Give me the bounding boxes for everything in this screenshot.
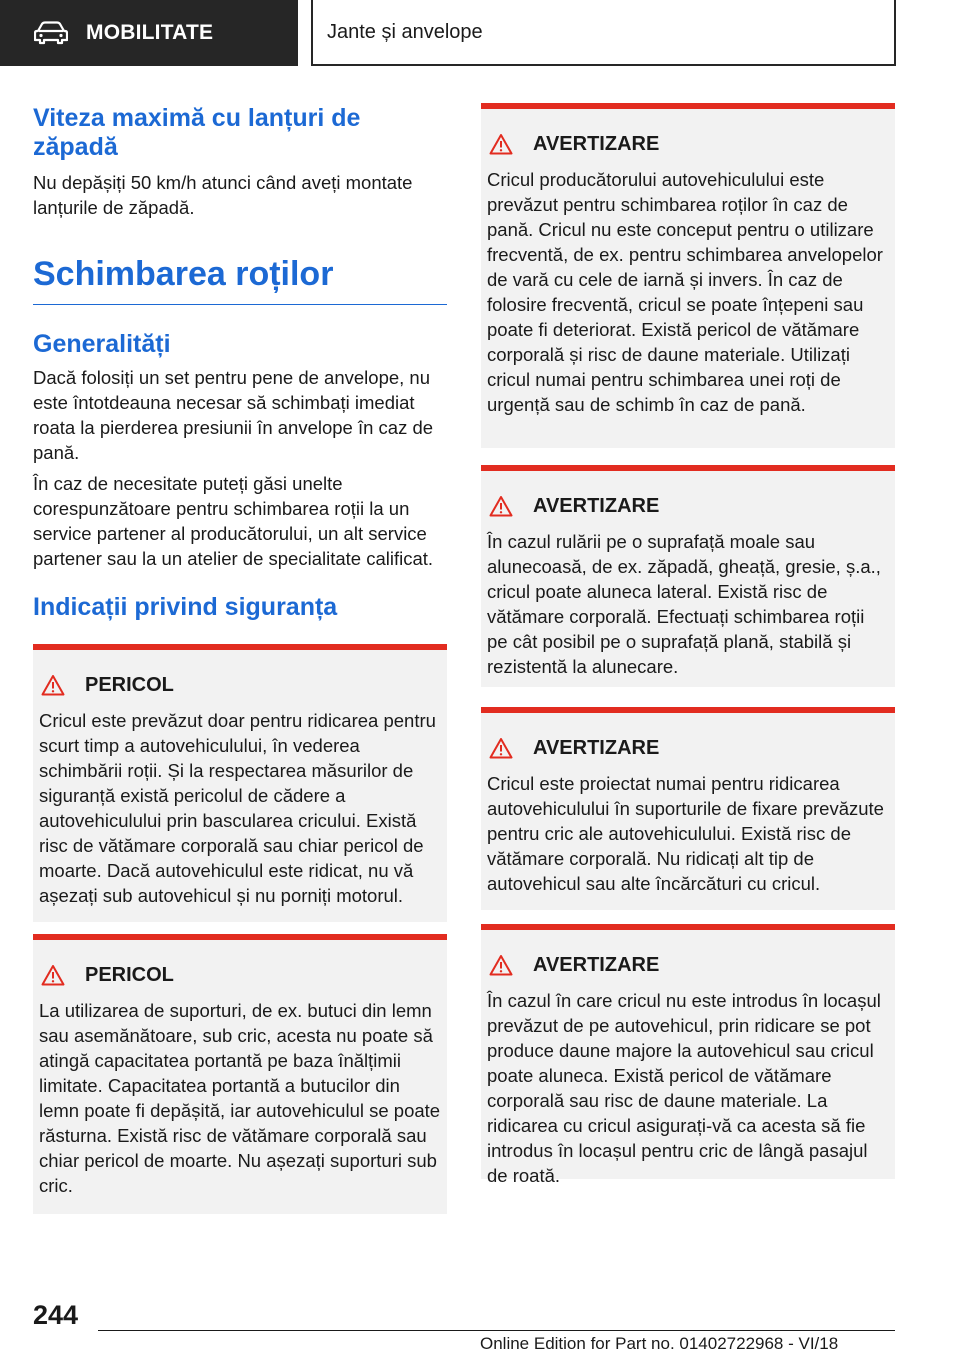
safety-heading: Indicații privind siguranța: [33, 593, 338, 621]
warning-text: Cricul producătorului autovehiculului este prevăzut pentru schimbarea roților în caz de pană. Cricul nu este conceput pentru o utilizare frecventă, de ex. pentru schimbarea anvelopelor de vară cu cele de iarnă și invers. În caz de folosire frecventă, cricul se poate înțepeni sau poate fi deteriorat. Există pericol de vătămare corporală și risc de daune materiale. Utilizați cricul numai pentru schimbarea unei roți de urgență sau de schimb în caz de pană.: [487, 169, 883, 415]
section-tab: [0, 0, 298, 66]
warning-text: În cazul în care cricul nu este introdus în locașul prevăzut de pe autovehicul, prin ridicare se pot produce daune majore la autovehicul sau cricul poate aluneca. Există pericol de vătămare corporală sau risc de daune materiale. La ridicarea cu cricul asigurați-vă ca acesta să fie introdus în locașul pentru cric de lângă pasajul de roată.: [487, 990, 881, 1186]
breadcrumb: [311, 0, 896, 66]
warning-text: În cazul rulării pe o suprafață moale sau alunecoasă, de ex. zăpadă, gheață, gresie, ș.a., cricul poate aluneca lateral. Există risc de vătămare corporală. Efectuați schimbarea roții pe cât posibil pe o suprafață plană, stabilă și rezistentă la alunecare.: [487, 531, 881, 677]
warning-title: AVERTIZARE: [533, 132, 660, 155]
warning-triangle-icon: [489, 495, 513, 517]
section-label: MOBILITATE: [86, 21, 214, 44]
page-number: 244: [33, 1300, 79, 1330]
warning-box-header: [481, 471, 895, 521]
warning-box-4: [481, 924, 895, 1186]
warning-triangle-icon: [489, 737, 513, 759]
danger-title: PERICOL: [85, 963, 174, 986]
warning-triangle-icon: [489, 133, 513, 155]
danger-text: La utilizarea de suporturi, de ex. butuci din lemn sau asemănătoare, sub cric, acesta nu poate să atingă capacitatea portantă pe baza înălțimii limitate. Capacitatea portantă a butucilor din lemn poate fi depășită, iar autovehiculul se poate răsturna. Există risc de vătămare corporală sau chiar pericol de moarte. Nu așezați suporturi sub cric.: [39, 1000, 441, 1196]
warning-box-3: [481, 707, 895, 910]
warning-box-header: [481, 109, 895, 159]
warning-title: AVERTIZARE: [533, 736, 660, 759]
warning-triangle-icon: [489, 954, 513, 976]
danger-text: Cricul este prevăzut doar pentru ridicarea pentru scurt timp a autovehiculului, în vederea schimbării roții. Și la respectarea măsurilor de siguranță există pericolul de cădere a autovehiculului prin bascularea cricului. Există risc de vătămare corporală sau chiar pericol de moarte. Dacă autovehiculul este ridicat, nu vă așezați sub autovehicul și nu porniți motorul.: [39, 710, 436, 906]
warning-box-2: [481, 465, 895, 687]
general-paragraph-2: În caz de necesitate puteți găsi unelte corespunzătoare pentru schimbarea roții la un service partener al producătorului, un alt service partener sau la un atelier de specialitate calificat.: [33, 473, 434, 569]
warning-title: AVERTIZARE: [533, 953, 660, 976]
warning-title: AVERTIZARE: [533, 494, 660, 517]
danger-title: PERICOL: [85, 673, 174, 696]
snow-chain-text: Nu depășiți 50 km/h atunci când aveți montate lanțurile de zăpadă.: [33, 172, 413, 218]
warning-box-1: [481, 103, 895, 448]
edition-text: Online Edition for Part no. 01402722968 - VI/18: [480, 1334, 839, 1353]
warning-text: Cricul este proiectat numai pentru ridicarea autovehiculului în suporturile de fixare prevăzute pentru cric ale autovehiculului. Există risc de vătămare corporală. Nu ridicați alt tip de autovehicul sau alte încărcături cu cricul.: [487, 773, 884, 894]
danger-box-2: [33, 934, 447, 1214]
warning-triangle-icon: [41, 964, 65, 986]
warning-box-header: [481, 713, 895, 763]
right-column: [481, 103, 895, 1186]
page-header: [0, 0, 960, 66]
danger-box-1: [33, 644, 447, 922]
breadcrumb-label: Jante și anvelope: [327, 20, 483, 43]
snow-chain-heading: Viteza maximă cu lanțuri de zăpadă: [33, 104, 361, 161]
heading-rule: [33, 304, 447, 305]
wheel-change-heading: Schimbarea roților: [33, 255, 334, 293]
general-paragraph-1: Dacă folosiți un set pentru pene de anvelope, nu este întotdeauna necesar să schimbați imediat roata la pierderea presiunii în anvelope în caz de pană.: [33, 367, 434, 463]
car-icon: [34, 21, 68, 45]
general-heading: Generalități: [33, 330, 171, 358]
left-column: [33, 100, 447, 1214]
footer-rule: [98, 1330, 895, 1331]
danger-box-header: [33, 940, 447, 990]
warning-box-header: [481, 930, 895, 980]
warning-triangle-icon: [41, 674, 65, 696]
danger-box-header: [33, 650, 447, 700]
